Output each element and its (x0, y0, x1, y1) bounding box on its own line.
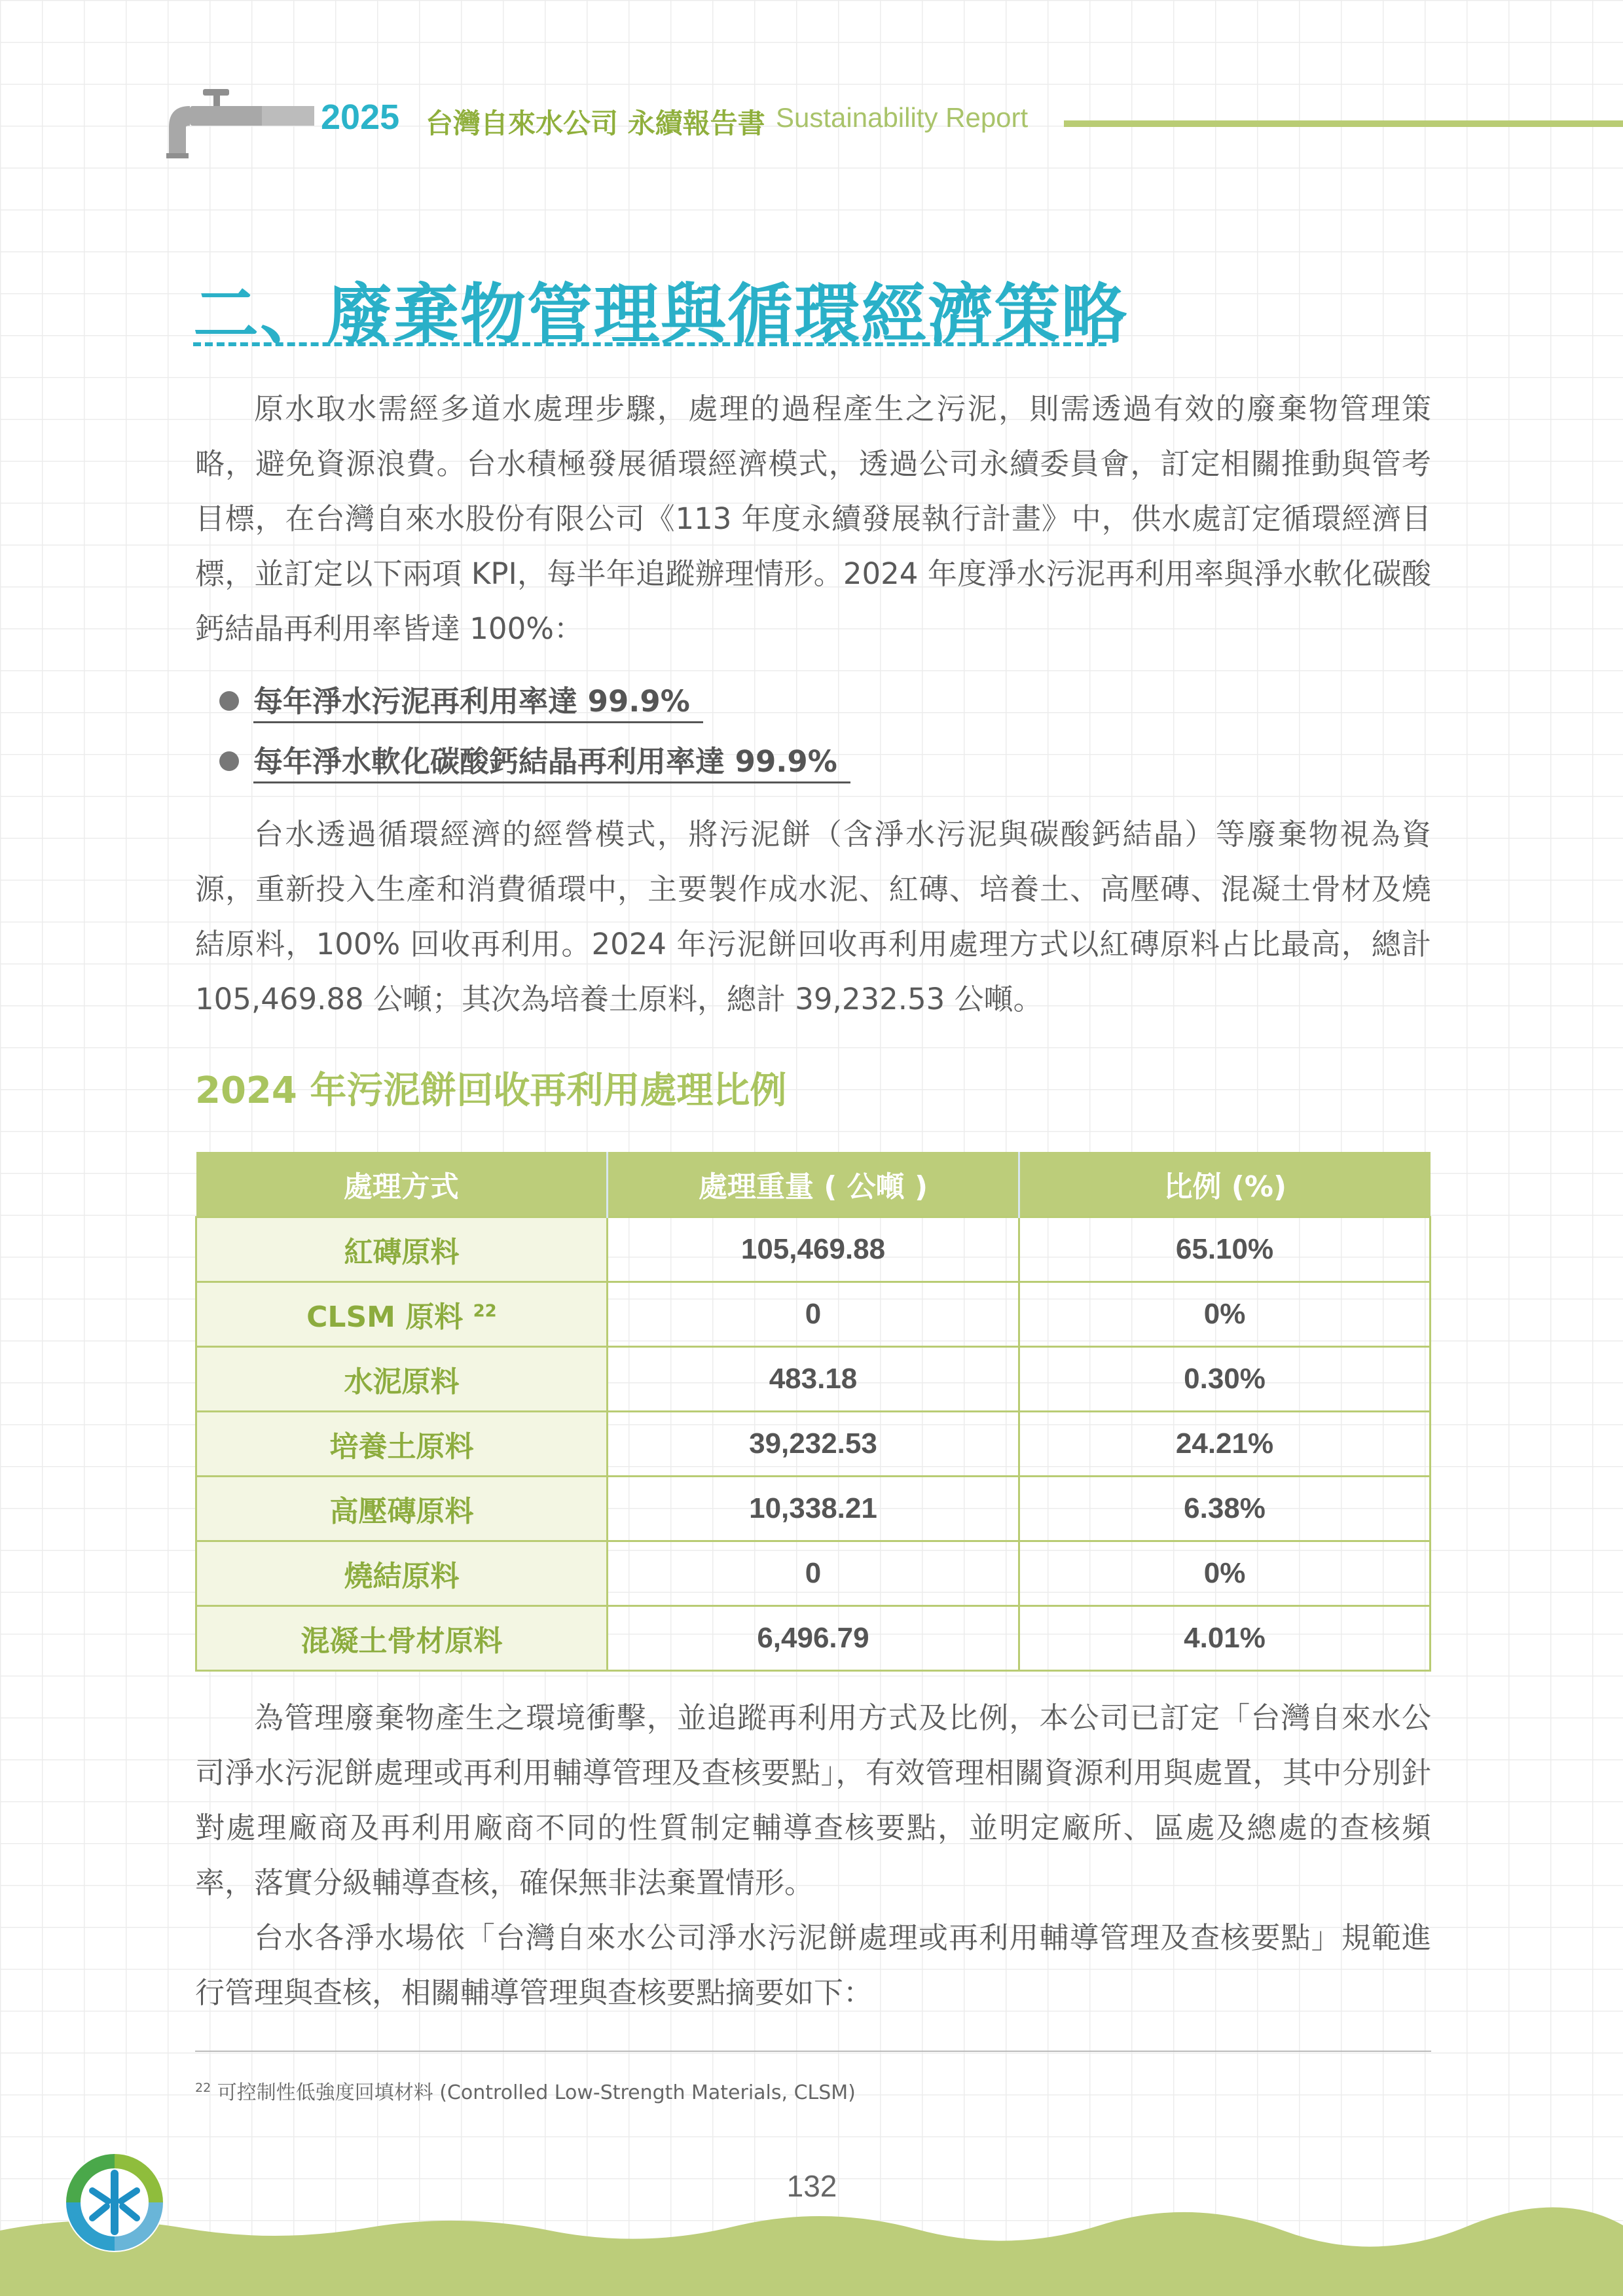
cell-weight: 483.18 (607, 1347, 1019, 1412)
cell-weight: 105,469.88 (607, 1217, 1019, 1282)
kpi-bullet-text: 每年淨水軟化碳酸鈣結晶再利用率達 99.9% (253, 744, 850, 783)
footnote-text: 可控制性低強度回填材料 (Controlled Low-Strength Materials, CLSM) (217, 2081, 856, 2104)
report-header (157, 79, 1623, 170)
sludge-reuse-table (195, 1152, 1431, 1672)
section-title: 二、廢棄物管理與循環經濟策略 (193, 276, 1128, 353)
cell-method: 燒結原料 (196, 1541, 608, 1606)
management-paragraphs (195, 1691, 1431, 2020)
bullet-dot-icon (219, 751, 239, 771)
table-row (196, 1217, 1431, 1282)
cell-weight: 0 (607, 1282, 1019, 1347)
kpi-bullet (219, 738, 850, 780)
kpi-bullet (219, 677, 703, 720)
table-row (196, 1477, 1431, 1541)
cell-weight: 39,232.53 (607, 1412, 1019, 1477)
cell-method: 水泥原料 (196, 1347, 608, 1412)
bottom-wave-decoration (0, 2199, 1623, 2296)
circular-economy-paragraph-text: 台水透過循環經濟的經營模式，將污泥餅（含淨水污泥與碳酸鈣結晶）等廢棄物視為資源，重新投入生產和消費循環中，主要製作成水泥、紅磚、培養土、高壓磚、混凝土骨材及燒結原料，100% 回收再利用。2024 年污泥餅回收再利用處理方式以紅磚原料占比最高，總計 105,469.88 公噸；其次為培養土原料，總計 39,232.53 公噸。 (195, 817, 1431, 1016)
intro-paragraph (195, 382, 1431, 656)
inspection-paragraph: 台水各淨水場依「台灣自來水公司淨水污泥餅處理或再利用輔導管理及查核要點」規範進行管理與查核，相關輔導管理與查核要點摘要如下： (195, 1920, 1431, 2010)
cell-ratio: 4.01% (1019, 1606, 1431, 1671)
page-number: 132 (786, 2169, 837, 2203)
cell-method: CLSM 原料 $^{22}$ (196, 1282, 608, 1347)
table-row (196, 1347, 1431, 1412)
taiwan-water-logo (62, 2150, 167, 2255)
column-header-ratio: 比例 (%) (1019, 1152, 1431, 1217)
report-year: 2025 (321, 98, 400, 137)
cell-method: 混凝土骨材原料 (196, 1606, 608, 1671)
cell-weight: 0 (607, 1541, 1019, 1606)
header-rule (1064, 120, 1623, 127)
cell-method: 高壓磚原料 (196, 1477, 608, 1541)
report-org-title: 台灣自來水公司 永續報告書 (426, 107, 765, 139)
bullet-dot-icon (219, 691, 239, 711)
table-row (196, 1606, 1431, 1671)
cell-method: 培養土原料 (196, 1412, 608, 1477)
kpi-bullet-text: 每年淨水污泥再利用率達 99.9% (253, 684, 703, 723)
intro-paragraph-text: 原水取水需經多道水處理步驟，處理的過程產生之污泥，則需透過有效的廢棄物管理策略，避免資源浪費。台水積極發展循環經濟模式，透過公司永續委員會，訂定相關推動與管考目標，在台灣自來水股份有限公司《113 年度永續發展執行計畫》中，供水處訂定循環經濟目標，並訂定以下兩項 KPI，每半年追蹤辦理情形。2024 年度淨水污泥再利用率與淨水軟化碳酸鈣結晶再利用率皆達 100%： (195, 391, 1431, 646)
table-row (196, 1412, 1431, 1477)
table-header-row (196, 1152, 1431, 1217)
faucet-icon (157, 84, 314, 162)
title-underline (193, 342, 1106, 346)
table-row (196, 1541, 1431, 1606)
cell-ratio: 0.30% (1019, 1347, 1431, 1412)
cell-ratio: 0% (1019, 1541, 1431, 1606)
cell-ratio: 24.21% (1019, 1412, 1431, 1477)
footnote-marker: 22 (195, 2081, 211, 2095)
footnote-divider (195, 2051, 1431, 2052)
column-header-weight: 處理重量 ( 公噸 ) (607, 1152, 1019, 1217)
table-title: 2024 年污泥餅回收再利用處理比例 (195, 1069, 787, 1112)
cell-ratio: 6.38% (1019, 1477, 1431, 1541)
management-paragraph: 為管理廢棄物產生之環境衝擊，並追蹤再利用方式及比例，本公司已訂定「台灣自來水公司淨水污泥餅處理或再利用輔導管理及查核要點」，有效管理相關資源利用與處置，其中分別針對處理廠商及再利用廠商不同的性質制定輔導查核要點，並明定廠所、區處及總處的查核頻率，落實分級輔導查核，確保無非法棄置情形。 (195, 1700, 1431, 1900)
column-header-method: 處理方式 (196, 1152, 608, 1217)
cell-ratio: 65.10% (1019, 1217, 1431, 1282)
footnote-ref: 22 (473, 1301, 497, 1321)
cell-weight: 10,338.21 (607, 1477, 1019, 1541)
circular-economy-paragraph (195, 807, 1431, 1027)
report-subtitle-en: Sustainability Report (776, 102, 1029, 133)
table-row (196, 1282, 1431, 1347)
cell-method: 紅磚原料 (196, 1217, 608, 1282)
footnote (195, 2076, 856, 2105)
cell-ratio: 0% (1019, 1282, 1431, 1347)
cell-weight: 6,496.79 (607, 1606, 1019, 1671)
